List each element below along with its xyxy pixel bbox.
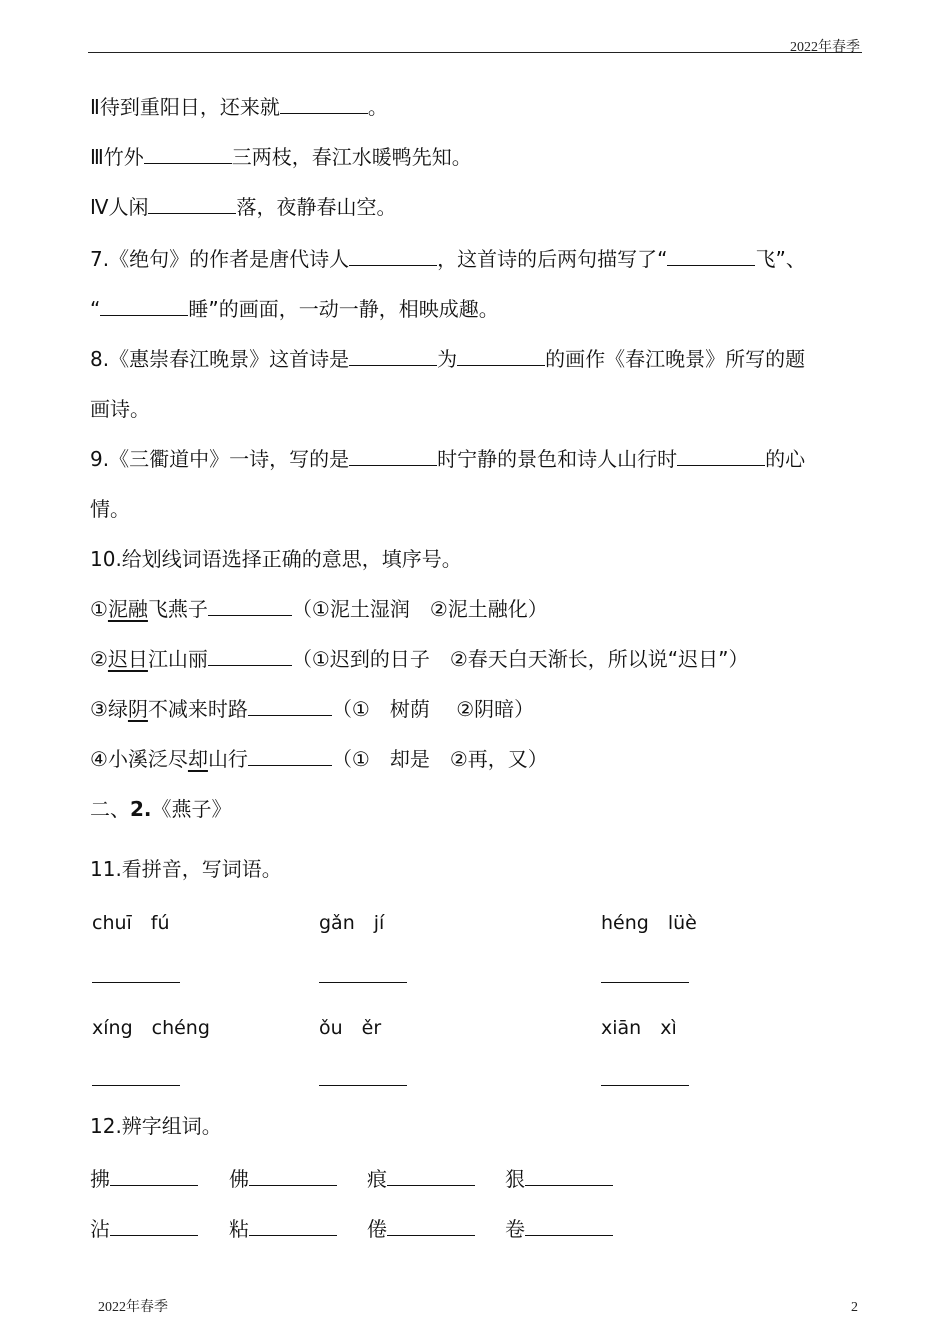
q7-text-a: 7.《绝句》的作者是唐代诗人: [90, 247, 350, 271]
q9-text-b: 时宁静的景色和诗人山行时: [437, 447, 678, 471]
q10-item-2: [90, 646, 749, 672]
pinyin-3: héng lüè: [601, 912, 697, 934]
item-text: 江山丽: [147, 647, 208, 671]
answer-blank[interactable]: [677, 447, 765, 466]
q7-text-e: 睡”的画面，一动一静，相映成趣。: [188, 297, 499, 321]
answer-blank[interactable]: [387, 1167, 475, 1186]
pinyin-6: xiān xì: [601, 1017, 677, 1039]
poem-line-2: [90, 94, 388, 120]
answer-blank[interactable]: [457, 347, 545, 366]
answer-blank[interactable]: [525, 1167, 613, 1186]
underlined-word: 迟日: [107, 647, 148, 671]
item-options: （①迟到的日子 ②春天白天渐长，所以说“迟日”）: [291, 647, 749, 671]
char-item: [90, 1213, 198, 1242]
underlined-word: 泥融: [107, 597, 148, 621]
char-label: 沾: [90, 1217, 110, 1241]
poem-line-2-pre: Ⅱ待到重阳日，还来就: [90, 95, 280, 119]
section-heading: [90, 796, 232, 822]
item-number: ①: [90, 597, 108, 621]
q8-text-d: 画诗。: [90, 397, 150, 421]
word-blank[interactable]: [319, 1085, 407, 1086]
question-9-line-1: [90, 446, 805, 472]
answer-blank[interactable]: [349, 447, 437, 466]
char-item: [229, 1163, 337, 1192]
word-blank[interactable]: [601, 1085, 689, 1086]
item-text: 飞燕子: [147, 597, 208, 621]
item-text: 山行: [207, 747, 248, 771]
item-text-pre: 绿: [107, 697, 128, 721]
answer-blank[interactable]: [110, 1167, 198, 1186]
char-item: [90, 1163, 198, 1192]
answer-blank[interactable]: [248, 747, 332, 766]
q10-item-1: [90, 596, 548, 622]
section-title: 《燕子》: [151, 797, 232, 821]
q8-text-a: 8.《惠崇春江晚景》这首诗是: [90, 347, 350, 371]
pinyin-2: gǎn jí: [319, 912, 385, 934]
answer-blank[interactable]: [349, 247, 437, 266]
char-label: 粘: [229, 1217, 249, 1241]
poem-line-4: [90, 194, 396, 220]
page-header: 2022年春季: [790, 40, 860, 55]
pinyin-1: chuī fú: [92, 912, 170, 934]
underlined-word: 阴: [127, 697, 148, 721]
item-number: ④: [90, 747, 108, 771]
answer-blank[interactable]: [280, 95, 368, 114]
answer-blank[interactable]: [667, 247, 755, 266]
word-blank[interactable]: [92, 982, 180, 983]
answer-blank[interactable]: [144, 145, 232, 164]
poem-line-4-post: 落，夜静春山空。: [236, 195, 397, 219]
q10-item-4: [90, 746, 548, 772]
answer-blank[interactable]: [525, 1217, 613, 1236]
q7-text-b: ，这首诗的后两句描写了“: [437, 247, 668, 271]
word-blank[interactable]: [319, 982, 407, 983]
char-item: [505, 1213, 613, 1242]
answer-blank[interactable]: [248, 697, 332, 716]
poem-line-3-pre: Ⅲ竹外: [90, 145, 144, 169]
q9-text-d: 情。: [90, 497, 130, 521]
q7-text-d: “: [90, 297, 101, 321]
item-options: （①泥土湿润 ②泥土融化）: [291, 597, 548, 621]
answer-blank[interactable]: [208, 647, 292, 666]
question-11-title: 11.看拼音，写词语。: [90, 857, 282, 881]
question-12-title: 12.辨字组词。: [90, 1114, 222, 1138]
char-item: [505, 1163, 613, 1192]
q10-item-3: [90, 696, 534, 722]
char-item: [367, 1213, 475, 1242]
question-9-line-2: [90, 496, 130, 522]
char-label: 卷: [505, 1217, 525, 1241]
answer-blank[interactable]: [110, 1217, 198, 1236]
q9-text-a: 9.《三衢道中》一诗，写的是: [90, 447, 350, 471]
question-7-line-2: [90, 296, 499, 322]
poem-line-4-pre: Ⅳ人闲: [90, 195, 149, 219]
poem-line-3: [90, 144, 472, 170]
section-number: 2.: [130, 797, 152, 821]
question-8-line-2: [90, 396, 150, 422]
page-footer: 2022年春季: [98, 1300, 168, 1315]
q7-text-c: 飞”、: [755, 247, 806, 271]
item-options: （① 树荫 ②阴暗）: [331, 697, 535, 721]
answer-blank[interactable]: [249, 1217, 337, 1236]
q9-text-c: 的心: [765, 447, 806, 471]
q8-text-c: 的画作《春江晚景》所写的题: [545, 347, 806, 371]
question-8-line-1: [90, 346, 805, 372]
char-item: [229, 1213, 337, 1242]
char-label: 拂: [90, 1167, 110, 1191]
char-label: 佛: [229, 1167, 249, 1191]
word-blank[interactable]: [601, 982, 689, 983]
char-label: 倦: [367, 1217, 387, 1241]
section-prefix: 二、: [90, 797, 130, 821]
item-text: 不减来时路: [147, 697, 248, 721]
item-number: ③: [90, 697, 108, 721]
pinyin-5: ǒu ěr: [319, 1017, 382, 1039]
item-number: ②: [90, 647, 108, 671]
char-item: [367, 1163, 475, 1192]
pinyin-4: xíng chéng: [92, 1017, 210, 1039]
item-options: （① 却是 ②再，又）: [331, 747, 548, 771]
question-10-title: 10.给划线词语选择正确的意思，填序号。: [90, 547, 462, 571]
poem-line-3-post: 三两枝，春江水暖鸭先知。: [231, 145, 472, 169]
answer-blank[interactable]: [208, 597, 292, 616]
char-label: 狠: [505, 1167, 525, 1191]
item-text-pre: 小溪泛尽: [107, 747, 188, 771]
answer-blank[interactable]: [249, 1167, 337, 1186]
answer-blank[interactable]: [387, 1217, 475, 1236]
answer-blank[interactable]: [148, 195, 236, 214]
poem-line-2-post: 。: [367, 95, 388, 119]
char-label: 痕: [367, 1167, 387, 1191]
answer-blank[interactable]: [100, 297, 188, 316]
page-number: 2: [851, 1300, 858, 1315]
header-rule: [88, 52, 862, 53]
underlined-word: 却: [187, 747, 208, 771]
question-7-line-1: [90, 246, 806, 272]
q8-text-b: 为: [437, 347, 458, 371]
answer-blank[interactable]: [349, 347, 437, 366]
word-blank[interactable]: [92, 1085, 180, 1086]
